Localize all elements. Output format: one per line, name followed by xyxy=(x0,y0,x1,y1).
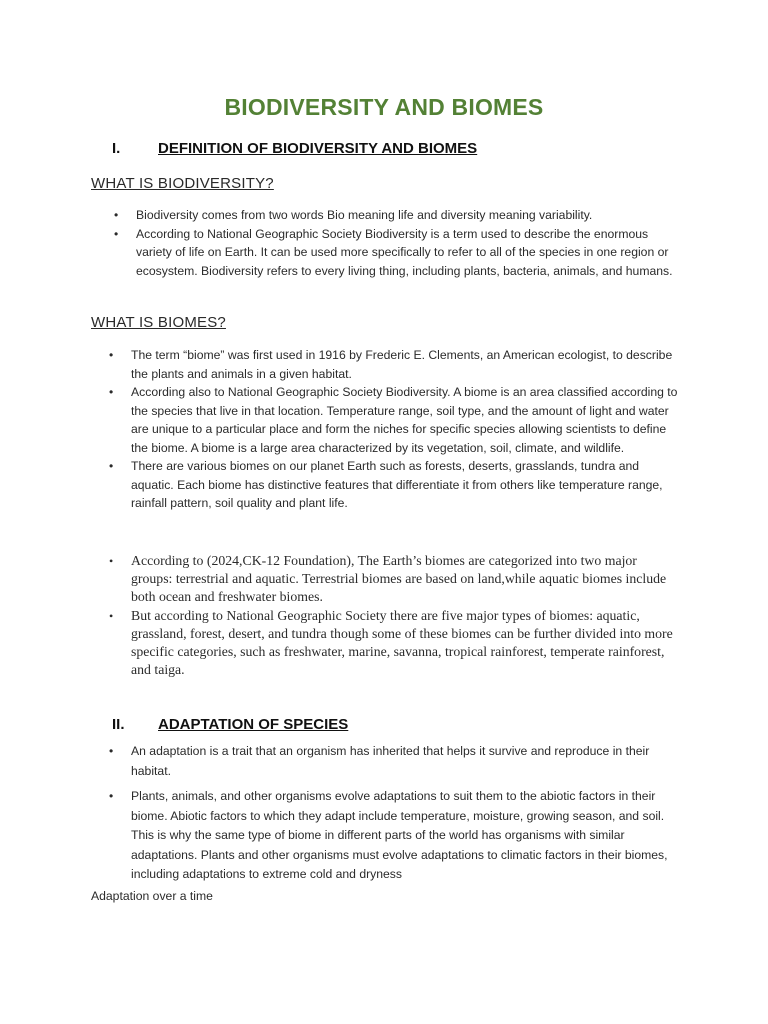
bullet-icon: • xyxy=(109,744,114,758)
body-text-adaptation-over-time: Adaptation over a time xyxy=(91,889,213,903)
section-heading-definition xyxy=(112,140,477,157)
list-item: • According also to National Geographic Society Biodiversity. A biome is an area classified according to the species that live in that location. Temperature range, soil type, and the amount of light and water are unique to a particular place and form the niches for specific species allowing scientists to define the biome. A biome is a large area characterized by its vegetation, soil, climate, and wildlife. xyxy=(109,385,678,455)
bullet-icon: • xyxy=(109,789,114,803)
biome-groups-bullet-list xyxy=(109,552,676,679)
section-title: DEFINITION OF BIODIVERSITY AND BIOMES xyxy=(158,140,478,157)
biomes-bullet-list xyxy=(109,346,681,513)
section-heading-adaptation xyxy=(112,716,348,733)
adaptation-bullet-list xyxy=(109,742,681,885)
section-number: II. xyxy=(112,716,125,733)
bullet-icon: • xyxy=(109,608,114,623)
subheading-what-is-biodiversity: WHAT IS BIODIVERSITY? xyxy=(91,175,274,192)
bullet-icon: • xyxy=(109,385,114,399)
document-title: BIODIVERSITY AND BIOMES xyxy=(224,94,544,120)
list-item: • But according to National Geographic Society there are five major types of biomes: aquatic, grassland, forest, desert, and tundra though some of these biomes can be further divided into more specific categories, such as freshwater, marine, savanna, tropical rainforest, temperate rainforest, and taiga. xyxy=(109,607,673,678)
list-item: • There are various biomes on our planet Earth such as forests, deserts, grasslands, tundra and aquatic. Each biome has distinctive features that differentiate it from others like temperature range, rainfall pattern, soil quality and plant life. xyxy=(109,459,663,510)
list-item: • The term “biome” was first used in 1916 by Frederic E. Clements, an American ecologist, to describe the plants and animals in a given habitat. xyxy=(109,348,673,381)
bullet-icon: • xyxy=(114,208,119,222)
bullet-icon: • xyxy=(109,348,114,362)
section-title: ADAPTATION OF SPECIES xyxy=(158,716,349,733)
section-number: I. xyxy=(112,140,121,157)
biodiversity-bullet-list xyxy=(114,206,681,280)
bullet-icon: • xyxy=(114,226,119,241)
bullet-icon: • xyxy=(109,554,114,568)
list-item: • Plants, animals, and other organisms evolve adaptations to suit them to the abiotic factors in their biome. Abiotic factors to which they adapt include temperature, moisture, growing season, and soil. This is why the same type of biome in different parts of the world has organisms with similar adaptations. Plants and other organisms must evolve adaptations to climatic factors in their biomes, including adaptations to extreme cold and dryness xyxy=(109,789,668,881)
list-item: • According to (2024,CK-12 Foundation), The Earth’s biomes are categorized into two major groups: terrestrial and aquatic. Terrestrial biomes are based on land,while aquatic biomes include both ocean and freshwater biomes. xyxy=(109,553,667,605)
bullet-icon: • xyxy=(109,459,114,473)
list-item: • According to National Geographic Society Biodiversity is a term used to describe the enormous variety of life on Earth. It can be used more specifically to refer to all of the species in one region or ecosystem. Biodiversity refers to every living thing, including plants, bacteria, animals, and humans. xyxy=(114,226,673,278)
list-item: • An adaptation is a trait that an organism has inherited that helps it survive and reproduce in their habitat. xyxy=(109,744,650,778)
list-item: • Biodiversity comes from two words Bio meaning life and diversity meaning variability. xyxy=(136,206,681,225)
subheading-what-is-biomes: WHAT IS BIOMES? xyxy=(91,314,226,331)
